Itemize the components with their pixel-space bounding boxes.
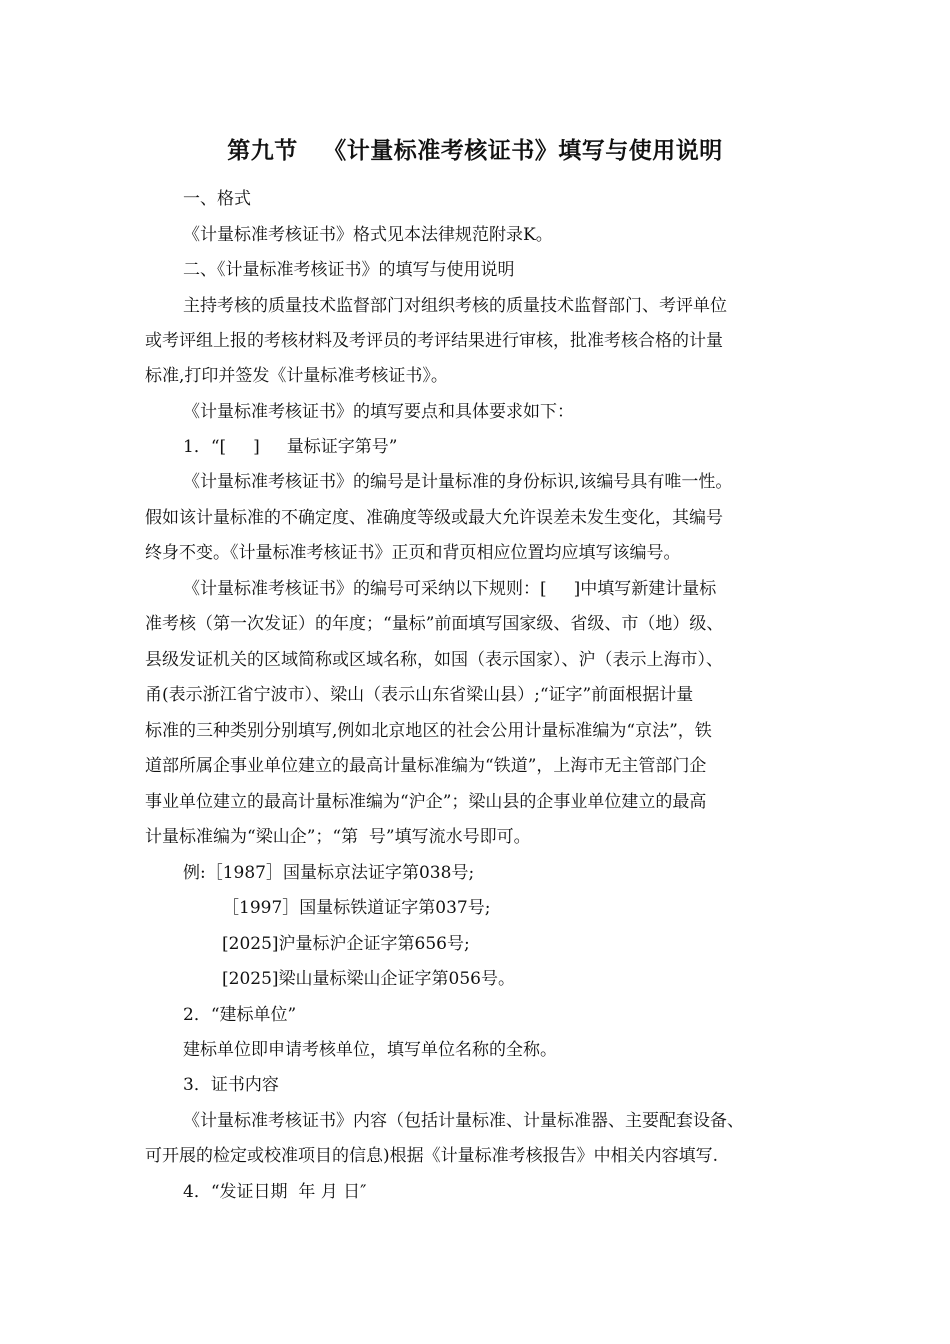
paragraph-line: 《计量标准考核证书》的编号可采纳以下规则：[ ]中填写新建计量标 [183, 579, 717, 599]
paragraph-line: 《计量标准考核证书》内容（包括计量标准、计量标准器、主要配套设备、 [183, 1111, 744, 1131]
paragraph-line: 县级发证机关的区域简称或区域名称，如国（表示国家）、沪（表示上海市）、 [145, 650, 723, 670]
paragraph-line: 甬(表示浙江省宁波市）、梁山（表示山东省梁山县）;“证字”前面根据计量 [145, 685, 694, 705]
paragraph-line: 可开展的检定或校准项目的信息)根据《计量标准考核报告》中相关内容填写. [145, 1146, 719, 1166]
section-heading-format: 一、格式 [183, 189, 251, 209]
paragraph-line: 《计量标准考核证书》格式见本法律规范附录K。 [183, 225, 553, 245]
item-heading-1: 1．“[ ] 量标证字第号” [183, 437, 398, 457]
paragraph-line: 假如该计量标准的不确定度、准确度等级或最大允许误差未发生变化，其编号 [145, 508, 723, 528]
paragraph-line: 准考核（第一次发证）的年度；“量标”前面填写国家级、省级、市（地）级、 [145, 614, 724, 634]
page-title: 第九节 《计量标准考核证书》填写与使用说明 [227, 138, 723, 164]
example-line: [2025]沪量标沪企证字第656号; [222, 934, 470, 954]
paragraph-line: 《计量标准考核证书》的填写要点和具体要求如下： [183, 402, 574, 422]
example-line: 例:［1987］国量标京法证字第038号; [183, 863, 475, 883]
item-heading-3: 3．证书内容 [183, 1075, 279, 1095]
section-heading-usage: 二、《计量标准考核证书》的填写与使用说明 [183, 260, 515, 280]
paragraph-line: 终身不变。《计量标准考核证书》正页和背页相应位置均应填写该编号。 [145, 543, 681, 563]
paragraph-line: 标准,打印并签发《计量标准考核证书》。 [145, 366, 448, 386]
paragraph-line: 事业单位建立的最高计量标准编为“沪企”；梁山县的企事业单位建立的最高 [145, 792, 707, 812]
paragraph-line: 标准的三种类别分别填写,例如北京地区的社会公用计量标准编为“京法”，铁 [145, 721, 712, 741]
item-heading-4: 4．“发证日期 年 月 日″ [183, 1182, 367, 1202]
example-line: ［1997］国量标铁道证字第037号; [222, 898, 491, 918]
paragraph-line: 计量标准编为“梁山企”；“第 号”填写流水号即可。 [145, 827, 531, 847]
paragraph-line: 《计量标准考核证书》的编号是计量标准的身份标识,该编号具有唯一性。 [183, 472, 733, 492]
example-line: [2025]梁山量标梁山企证字第056号。 [222, 969, 515, 989]
paragraph-line: 或考评组上报的考核材料及考评员的考评结果进行审核，批准考核合格的计量 [145, 331, 723, 351]
paragraph-line: 建标单位即申请考核单位，填写单位名称的全称。 [183, 1040, 557, 1060]
paragraph-line: 主持考核的质量技术监督部门对组织考核的质量技术监督部门、考评单位 [183, 296, 727, 316]
paragraph-line: 道部所属企事业单位建立的最高计量标准编为“铁道”，上海市无主管部门企 [145, 756, 707, 776]
item-heading-2: 2．“建标单位” [183, 1005, 297, 1025]
